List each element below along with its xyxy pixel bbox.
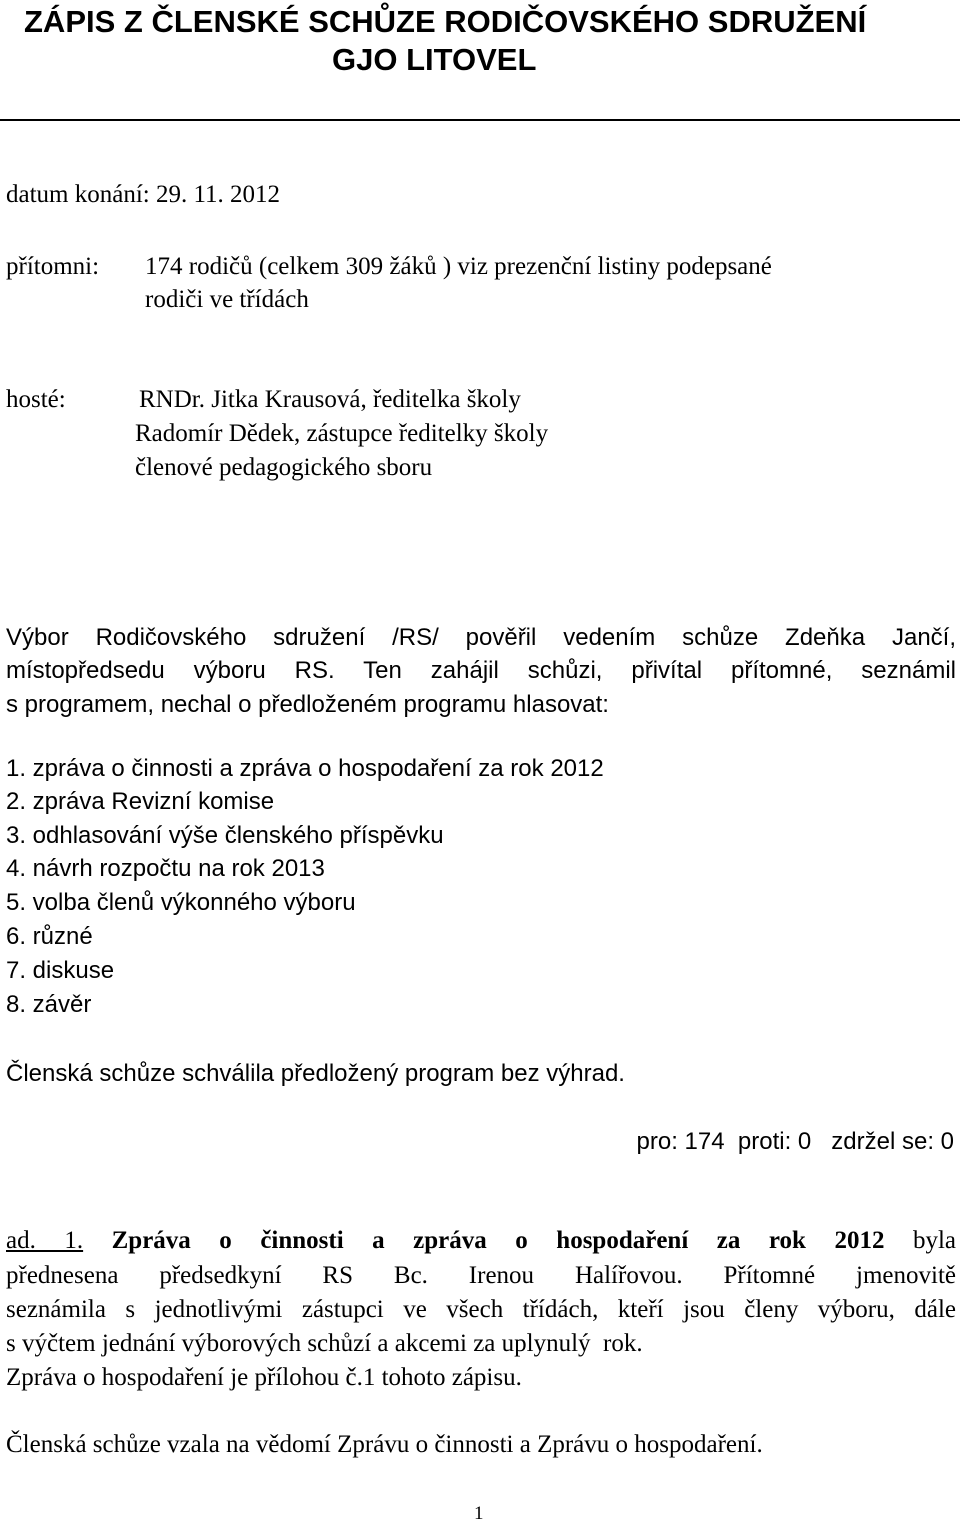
agenda-item: 1. zpráva o činnosti a zpráva o hospodaření za rok 2012 — [6, 755, 604, 782]
agenda-item: 6. různé — [6, 923, 93, 950]
agenda-item: 5. volba členů výkonného výboru — [6, 889, 356, 916]
agenda-item: 7. diskuse — [6, 957, 115, 984]
approval-statement: Členská schůze schválila předložený program bez výhrad. — [6, 1060, 625, 1087]
section1-line: přednesena předsedkyní RS Bc. Irenou Halířovou. Přítomné jmenovitě — [6, 1262, 956, 1289]
page-number: 1 — [474, 1503, 484, 1524]
guest-item: členové pedagogického sboru — [135, 454, 433, 481]
present-label: přítomni: — [6, 253, 100, 280]
guests-label: hosté: — [6, 386, 66, 413]
section1-line: s výčtem jednání výborových schůzí a akcemi za uplynulý rok. — [6, 1330, 643, 1357]
present-text-line2: rodiči ve třídách — [145, 286, 309, 313]
guest-item: RNDr. Jitka Krausová, ředitelka školy — [139, 386, 521, 413]
vote-result: pro: 174 proti: 0 zdržel se: 0 — [636, 1128, 954, 1155]
section1-line1 — [6, 1227, 956, 1255]
intro-line: Výbor Rodičovského sdružení /RS/ pověřil vedením schůze Zdeňka Jančí, — [6, 624, 956, 651]
section1-closing: Členská schůze vzala na vědomí Zprávu o činnosti a Zprávu o hospodaření. — [6, 1431, 763, 1458]
section1-line1-tail: byla — [912, 1227, 957, 1254]
section1-heading: Zpráva o činnosti a zpráva o hospodaření za rok 2012 — [111, 1227, 885, 1254]
agenda-item: 8. závěr — [6, 991, 92, 1018]
section1-line: seznámila s jednotlivými zástupci ve všech třídách, kteří jsou členy výboru, dále — [6, 1296, 956, 1323]
agenda-item: 3. odhlasování výše členského příspěvku — [6, 822, 444, 849]
guest-item: Radomír Dědek, zástupce ředitelky školy — [135, 420, 549, 447]
section1-line: Zpráva o hospodaření je přílohou č.1 tohoto zápisu. — [6, 1364, 522, 1391]
document-title-line2: GJO LITOVEL — [332, 42, 537, 77]
agenda-item: 2. zpráva Revizní komise — [6, 788, 275, 815]
meeting-date: datum konání: 29. 11. 2012 — [6, 181, 281, 208]
agenda-item: 4. návrh rozpočtu na rok 2013 — [6, 855, 325, 882]
section1-ref: ad. 1. — [6, 1227, 84, 1254]
title-divider — [0, 119, 960, 121]
intro-line: místopředsedu výboru RS. Ten zahájil schůzi, přivítal přítomné, seznámil — [6, 657, 956, 684]
document-title-line1: ZÁPIS Z ČLENSKÉ SCHŮZE RODIČOVSKÉHO SDRUŽENÍ — [24, 4, 867, 39]
intro-line: s programem, nechal o předloženém programu hlasovat: — [6, 691, 609, 718]
present-text-line1: 174 rodičů (celkem 309 žáků ) viz prezenční listiny podepsané — [145, 253, 772, 280]
